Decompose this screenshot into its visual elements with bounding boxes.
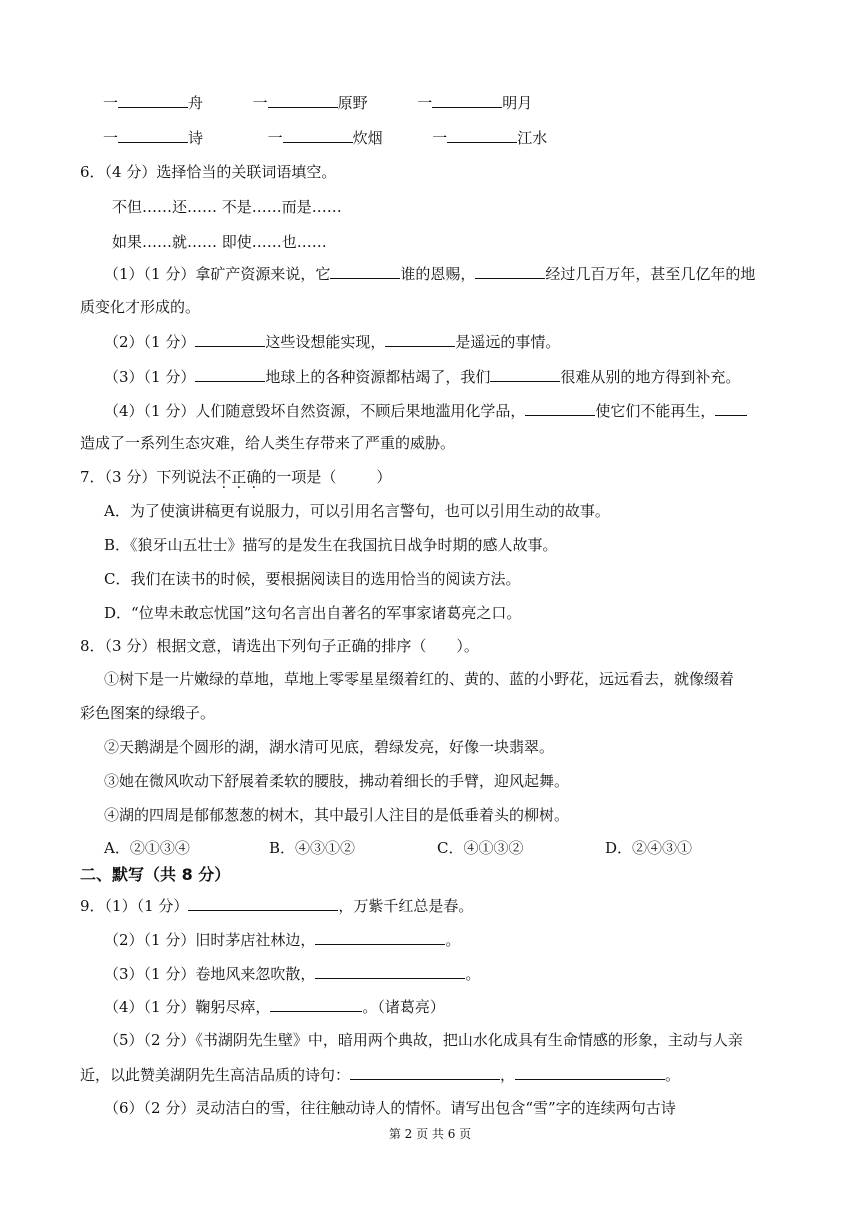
q6-words-2: 如果……就…… 即使……也…… (112, 233, 327, 251)
q6-stem: 6．（4 分）选择恰当的关联词语填空。 (80, 163, 337, 181)
q6-sub-1-cont: 质变化才形成的。 (80, 298, 201, 316)
q6-sub-4-cont: 造成了一系列生态灾难，给人类生存带来了严重的威胁。 (80, 434, 456, 452)
q7-option-d: D．“位卑未敢忘忧国”这句名言出自著名的军事家诸葛亮之口。 (104, 604, 522, 622)
q7-option-b: B．《狼牙山五壮士》描写的是发生在我国抗日战争时期的感人故事。 (104, 536, 558, 554)
section-heading: 二、默写（共 8 分） (80, 865, 231, 884)
q6-sub-3: （3）（1 分） 地球上的各种资源都枯竭了，我们 很难从别的地方得到补充。 (104, 368, 741, 386)
q9-sub-3: （3）（1 分）卷地风来忽吹散， 。 (104, 965, 481, 983)
q9-sub-1: 9．（1）（1 分） ，万紫千红总是春。 (80, 897, 474, 915)
q8-option-a: A．②①③④ (104, 839, 190, 857)
q9-sub-2: （2）（1 分）旧时茅店社林边， 。 (104, 931, 461, 949)
q9-sub-5-cont: 近，以此赞美湖阴先生高洁品质的诗句： ， 。 (80, 1066, 681, 1084)
page-footer: 第 2 页 共 6 页 (388, 1127, 472, 1141)
q7-option-c: C．我们在读书的时候，要根据阅读目的选用恰当的阅读方法。 (104, 570, 521, 588)
q8-sentence-1: ①树下是一片嫩绿的草地，草地上零零星星缀着红的、黄的、蓝的小野花，远远看去，就像缀着 (104, 670, 735, 688)
q7-stem: 7．（3 分）下列说法不正确的一项是（ ） (80, 468, 392, 486)
q8-sentence-4: ④湖的四周是郁郁葱葱的树木，其中最引人注目的是低垂着头的柳树。 (104, 806, 570, 824)
q8-sentence-3: ③她在微风吹动下舒展着柔软的腰肢，拂动着细长的手臂，迎风起舞。 (104, 772, 570, 790)
q8-option-b: B．④③①② (269, 839, 356, 857)
q7-option-a: A．为了使演讲稿更有说服力，可以引用名言警句，也可以引用生动的故事。 (104, 502, 610, 520)
q9-sub-4: （4）（1 分）鞠躬尽瘁， 。（诸葛亮） (104, 998, 445, 1016)
q8-options (104, 838, 692, 858)
q8-option-d: D．②④③① (605, 839, 693, 857)
q6-sub-4: （4）（1 分）人们随意毁坏自然资源，不顾后果地滥用化学品， 使它们不能再生， (104, 400, 747, 421)
q8-sentence-2: ②天鹅湖是个圆形的湖，湖水清可见底，碧绿发亮，好像一块翡翠。 (104, 738, 555, 756)
q6-words-1: 不但……还…… 不是……而是…… (112, 198, 342, 216)
q9-sub-5: （5）（2 分）《书湖阴先生壁》中，暗用两个典故，把山水化成具有生命情感的形象，主动与人亲 (104, 1031, 743, 1049)
q6-sub-2: （2）（1 分） 这些设想能实现， 是遥远的事情。 (104, 333, 561, 351)
q9-sub-6: （6）（2 分）灵动洁白的雪，往往触动诗人的情怀。请写出包含“雪”字的连续两句古诗 (104, 1099, 676, 1117)
q5-row-1: 一 舟 一 原野 一 明月 (103, 94, 533, 112)
q6-sub-1: （1）（1 分）拿矿产资源来说，它 谁的恩赐， 经过几百万年，甚至几亿年的地 (104, 265, 756, 283)
q8-sentence-1-cont: 彩色图案的绿缎子。 (80, 704, 216, 722)
q8-option-c: C．④①③② (437, 839, 524, 857)
q8-stem: 8．（3 分）根据文意，请选出下列句子正确的排序（ ）。 (80, 637, 479, 655)
q5-row-2: 一 诗 一 炊烟 一 江水 (103, 129, 548, 147)
